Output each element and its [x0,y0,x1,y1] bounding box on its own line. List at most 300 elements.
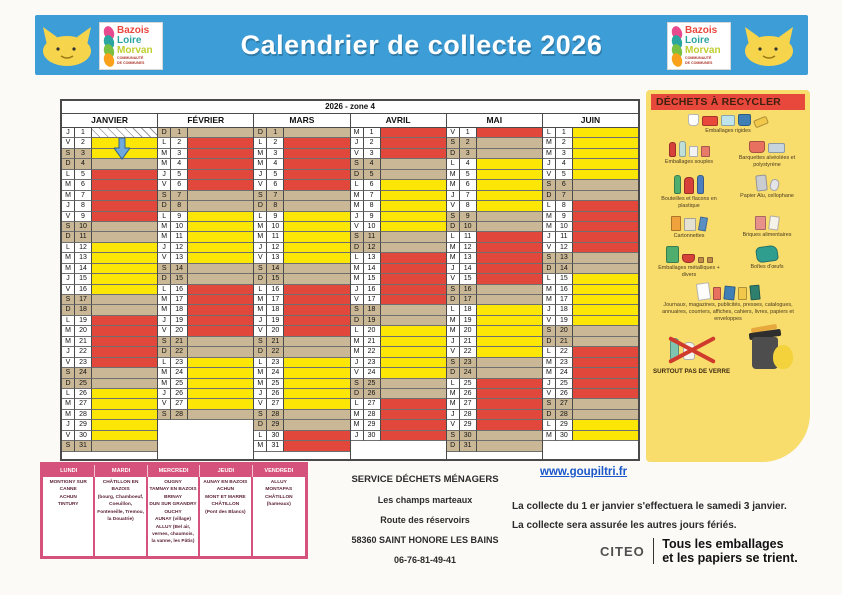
day-letter-cell: L [254,431,267,441]
day-number-cell: 18 [364,305,381,315]
day-letter-cell: J [543,305,556,315]
day-letter-cell: M [62,264,75,274]
day-number-cell: 30 [460,431,477,441]
day-color-cell [381,180,446,190]
day-number-cell: 24 [556,368,573,378]
day-color-cell [284,316,349,326]
day-number-cell [556,441,573,451]
day-color-cell [188,316,253,326]
day-number-cell: 30 [75,431,92,441]
day-number-cell: 4 [75,159,92,169]
day-letter-cell: J [62,201,75,211]
day-color-cell [92,285,157,295]
day-number-cell: 10 [171,222,188,232]
item-caption: Emballages rigides [705,128,751,134]
day-color-cell [381,420,446,430]
day-number-cell: 29 [556,420,573,430]
day-letter-cell: L [447,305,460,315]
day-letter-cell: D [351,316,364,326]
day-color-cell [92,170,157,180]
day-letter-cell: M [351,337,364,347]
day-color-cell [573,159,638,169]
day-number-cell: 29 [75,420,92,430]
day-number-cell: 4 [267,159,284,169]
day-color-cell [381,368,446,378]
day-letter-cell: D [62,305,75,315]
day-color-cell [381,212,446,222]
day-letter-cell: V [62,431,75,441]
month-column-mai [446,114,542,459]
commune-name: AUNAY (village) [154,517,191,523]
day-letter-cell: J [254,389,267,399]
day-number-cell: 28 [364,410,381,420]
day-letter-cell: V [447,128,460,138]
day-letter-cell: J [351,212,364,222]
commune-name: DUN SUR GRANDRY [149,502,197,508]
day-color-cell [381,159,446,169]
day-letter-cell: J [351,431,364,441]
day-color-cell [381,232,446,242]
day-number-cell: 12 [460,243,477,253]
day-number-cell: 28 [460,410,477,420]
commune-name: OUGNY [164,480,182,485]
egg-boxes-item [729,242,805,279]
day-number-cell: 6 [75,180,92,190]
day-color-cell [284,326,349,336]
day-number-cell: 9 [364,212,381,222]
day-letter-cell: M [543,212,556,222]
day-color-cell [381,138,446,148]
day-color-cell [573,180,638,190]
day-color-cell [573,243,638,253]
day-letter-cell: V [447,274,460,284]
day-letter-cell: V [351,368,364,378]
day-letter-cell: L [158,138,171,148]
day-number-cell: 6 [364,180,381,190]
day-number-cell: 29 [460,420,477,430]
day-number-cell: 5 [556,170,573,180]
logo-word-3: Morvan [117,45,153,57]
day-number-cell: 1 [556,128,573,138]
day-number-cell: 21 [75,337,92,347]
month-column-mars [253,114,349,459]
day-number-cell: 8 [267,201,284,211]
day-letter-cell: S [158,191,171,201]
schedule-column [43,477,95,556]
day-color-cell [188,191,253,201]
day-letter-cell: S [447,138,460,148]
day-number-cell: 1 [75,128,92,138]
day-letter-cell: D [351,243,364,253]
day-color-cell [477,358,542,368]
day-color-cell [284,305,349,315]
day-color-cell [573,253,638,263]
day-color-cell [477,316,542,326]
day-letter-cell: M [62,253,75,263]
day-number-cell: 22 [556,347,573,357]
day-number-cell: 31 [75,441,92,451]
fox-mascot-icon [743,25,795,72]
day-letter-cell: L [543,420,556,430]
day-letter-cell: J [351,285,364,295]
day-color-cell [477,368,542,378]
day-letter-cell: D [254,347,267,357]
day-color-cell [573,316,638,326]
day-letter-cell: S [62,295,75,305]
day-number-cell [171,441,188,451]
day-number-cell: 5 [460,170,477,180]
day-number-cell: 19 [460,316,477,326]
day-color-cell [284,159,349,169]
day-letter-cell: S [254,191,267,201]
day-letter-cell: M [447,399,460,409]
day-letter-cell: L [447,159,460,169]
day-color-cell [284,232,349,242]
day-letter-cell: M [543,222,556,232]
day-number-cell: 14 [75,264,92,274]
day-number-cell: 25 [364,379,381,389]
schedule-day-header: LUNDI [43,465,95,477]
day-color-cell [92,358,157,368]
day-letter-cell: J [254,316,267,326]
citeo-tagline-line2: et les papiers se trient. [662,551,798,565]
commune-name: BRINAY [164,494,182,500]
day-number-cell: 23 [267,358,284,368]
day-color-cell [188,232,253,242]
day-color-cell [477,222,542,232]
day-color-cell [381,201,446,211]
day-number-cell: 26 [460,389,477,399]
day-number-cell: 20 [171,326,188,336]
day-color-cell [477,295,542,305]
day-number-cell: 12 [364,243,381,253]
day-letter-cell: D [351,389,364,399]
service-info-block [330,474,520,575]
day-color-cell [92,222,157,232]
rigid-packaging-icons [651,114,805,126]
day-number-cell: 25 [267,379,284,389]
day-color-cell [284,138,349,148]
day-letter-cell: M [351,347,364,357]
day-color-cell [573,264,638,274]
day-number-cell: 14 [267,264,284,274]
day-letter-cell: M [254,222,267,232]
day-number-cell: 3 [364,149,381,159]
schedule-day-header: MERCREDI [148,465,200,477]
logo-subtitle-1: COMMUNAUTÉ [685,56,712,61]
logo-subtitle-1: COMMUNAUTÉ [117,56,144,61]
day-number-cell: 17 [556,295,573,305]
day-number-cell: 12 [556,243,573,253]
holiday-note-1: La collecte du 1 er janvier s'effectuera le samedi 3 janvier. [512,501,787,512]
day-letter-cell: M [254,159,267,169]
day-number-cell: 15 [460,274,477,284]
day-color-cell [92,253,157,263]
day-number-cell: 27 [460,399,477,409]
day-color-cell [477,149,542,159]
day-color-cell [573,191,638,201]
logo-word-2: Loire [685,35,710,47]
day-letter-cell: J [158,243,171,253]
day-letter-cell: D [543,191,556,201]
collection-calendar [60,99,640,461]
day-number-cell: 26 [556,389,573,399]
day-color-cell [284,149,349,159]
day-letter-cell [158,431,171,441]
day-color-cell [188,253,253,263]
schedule-column [253,477,305,556]
page-title: Calendrier de collecte 2026 [240,30,603,60]
day-letter-cell: D [254,274,267,284]
item-caption: Cartonnettes [673,233,705,240]
day-letter-cell: S [158,264,171,274]
service-address-line: Les champs marteaux [377,495,473,505]
day-number-cell: 9 [267,212,284,222]
day-letter-cell: M [351,201,364,211]
day-letter-cell: S [351,232,364,242]
day-letter-cell: J [158,389,171,399]
day-letter-cell: D [158,201,171,211]
day-number-cell: 16 [75,285,92,295]
day-letter-cell: D [254,128,267,138]
day-number-cell: 22 [364,347,381,357]
day-letter-cell: M [254,441,267,451]
day-letter-cell: V [62,285,75,295]
day-letter-cell: L [158,285,171,295]
logo-word-1: Bazois [117,25,150,37]
day-letter-cell: D [543,264,556,274]
day-color-cell [477,305,542,315]
day-number-cell: 7 [75,191,92,201]
day-letter-cell: M [351,274,364,284]
day-color-cell [284,212,349,222]
trays-polystyrene-item [729,137,805,169]
day-letter-cell: V [543,170,556,180]
day-letter-cell: V [447,347,460,357]
day-color-cell [188,431,253,441]
food-cartons-icons [729,216,805,230]
divider [653,538,655,564]
day-number-cell: 22 [267,347,284,357]
holiday-note-2: La collecte sera assurée les autres jours fériés. [512,519,737,531]
month-name: AVRIL [351,114,446,128]
day-letter-cell: D [447,368,460,378]
day-letter-cell: M [447,180,460,190]
day-color-cell [284,347,349,357]
day-number-cell: 7 [460,191,477,201]
day-color-cell [573,149,638,159]
day-color-cell [188,399,253,409]
day-color-cell [188,222,253,232]
foil-cellophane-icons [729,175,805,191]
bazois-loire-morvan-logo-right [667,22,731,70]
day-letter-cell: M [447,243,460,253]
day-number-cell: 20 [267,326,284,336]
day-number-cell: 16 [364,285,381,295]
day-letter-cell: S [447,431,460,441]
day-color-cell [284,368,349,378]
day-letter-cell: V [158,180,171,190]
day-number-cell: 23 [364,358,381,368]
day-number-cell: 13 [267,253,284,263]
day-letter-cell: M [158,379,171,389]
day-color-cell [381,128,446,138]
day-letter-cell: V [447,420,460,430]
day-number-cell: 30 [556,431,573,441]
day-letter-cell: L [62,316,75,326]
commune-name: ALLUY [270,480,287,485]
no-glass-item [653,336,730,375]
day-color-cell [284,274,349,284]
day-color-cell [188,389,253,399]
day-letter-cell: M [543,285,556,295]
day-number-cell: 28 [267,410,284,420]
day-color-cell [381,358,446,368]
day-letter-cell: M [158,305,171,315]
day-number-cell: 24 [460,368,477,378]
day-color-cell [188,337,253,347]
day-color-cell [92,295,157,305]
day-number-cell: 9 [460,212,477,222]
day-color-cell [284,379,349,389]
day-letter-cell: D [351,170,364,180]
commune-name: TINTURY [57,502,79,508]
day-number-cell: 17 [364,295,381,305]
day-color-cell [477,180,542,190]
day-color-cell [92,347,157,357]
metal-packaging-icons [651,246,727,263]
day-number-cell: 5 [171,170,188,180]
day-letter-cell: L [447,379,460,389]
day-number-cell: 30 [364,431,381,441]
day-letter-cell: L [62,243,75,253]
day-letter-cell: J [158,316,171,326]
schedule-day-header: VENDREDI [253,465,305,477]
day-color-cell [381,149,446,159]
day-letter-cell: M [254,368,267,378]
day-number-cell: 5 [364,170,381,180]
day-number-cell: 3 [267,149,284,159]
day-number-cell: 16 [460,285,477,295]
day-letter-cell: D [62,232,75,242]
day-letter-cell: V [351,222,364,232]
day-number-cell: 16 [556,285,573,295]
day-color-cell [92,431,157,441]
day-number-cell: 26 [364,389,381,399]
day-color-cell [573,347,638,357]
commune-name: (Pont des Blancs) [205,509,246,515]
day-letter-cell: J [254,243,267,253]
day-color-cell [381,253,446,263]
day-color-cell [92,441,157,451]
day-color-cell [381,410,446,420]
day-letter-cell: V [254,399,267,409]
day-number-cell: 8 [171,201,188,211]
day-number-cell: 27 [364,399,381,409]
day-color-cell [284,431,349,441]
day-color-cell [381,441,446,451]
no-glass-label: SURTOUT PAS DE VERRE [653,368,731,376]
day-color-cell [92,191,157,201]
day-color-cell [381,326,446,336]
day-number-cell: 2 [267,138,284,148]
commune-name: CHÂTILLON EN BAZOIS [102,480,139,493]
day-letter-cell: J [543,232,556,242]
day-number-cell: 11 [364,232,381,242]
day-color-cell [284,222,349,232]
recycling-sidebar [646,90,810,462]
day-color-cell [284,128,349,138]
day-number-cell: 28 [171,410,188,420]
day-color-cell [477,399,542,409]
day-number-cell: 21 [267,337,284,347]
day-letter-cell: L [351,253,364,263]
commune-name: Fonteneille, Tremou, [97,509,144,515]
day-letter-cell: M [254,232,267,242]
day-letter-cell: J [543,159,556,169]
day-number-cell: 17 [460,295,477,305]
day-color-cell [284,191,349,201]
day-letter-cell: L [543,128,556,138]
day-color-cell [477,212,542,222]
day-letter-cell: J [447,337,460,347]
day-letter-cell: L [254,138,267,148]
item-caption: Journaux, magazines, publicités, presses, catalogues, annuaires, courriers, affiches, cahiers, livres, papiers et enveloppes [662,302,794,323]
day-color-cell [92,232,157,242]
website-link[interactable]: www.goupiltri.fr [540,466,628,478]
day-number-cell: 3 [171,149,188,159]
day-color-cell [573,138,638,148]
day-color-cell [188,379,253,389]
day-letter-cell: M [447,170,460,180]
day-color-cell [573,420,638,430]
day-letter-cell: J [543,379,556,389]
commune-name: TAMNAY EN BAZOIS [149,487,197,493]
day-color-cell [188,441,253,451]
day-letter-cell: M [254,305,267,315]
day-color-cell [477,191,542,201]
day-letter-cell: V [351,149,364,159]
day-color-cell [381,431,446,441]
plastic-bottles-item [651,171,727,210]
commune-name: (hameaux) [266,502,291,508]
day-number-cell: 6 [460,180,477,190]
day-number-cell: 14 [171,264,188,274]
logo-rainbow-icon [670,25,685,67]
day-color-cell [188,420,253,430]
day-color-cell [381,305,446,315]
day-letter-cell: M [158,368,171,378]
day-number-cell: 10 [267,222,284,232]
day-color-cell [381,243,446,253]
day-color-cell [284,337,349,347]
day-number-cell: 22 [460,347,477,357]
day-color-cell [573,399,638,409]
day-letter-cell: V [543,243,556,253]
papers-item [651,283,805,323]
day-color-cell [477,253,542,263]
day-number-cell: 22 [75,347,92,357]
day-number-cell: 25 [171,379,188,389]
month-grid [254,128,349,452]
day-color-cell [284,295,349,305]
day-color-cell [188,159,253,169]
commune-name: AUNAY EN BAZOIS [203,480,248,485]
day-color-cell [92,389,157,399]
day-number-cell: 25 [75,379,92,389]
day-letter-cell: S [62,222,75,232]
sidebar-title: DÉCHETS À RECYCLER [651,94,805,110]
